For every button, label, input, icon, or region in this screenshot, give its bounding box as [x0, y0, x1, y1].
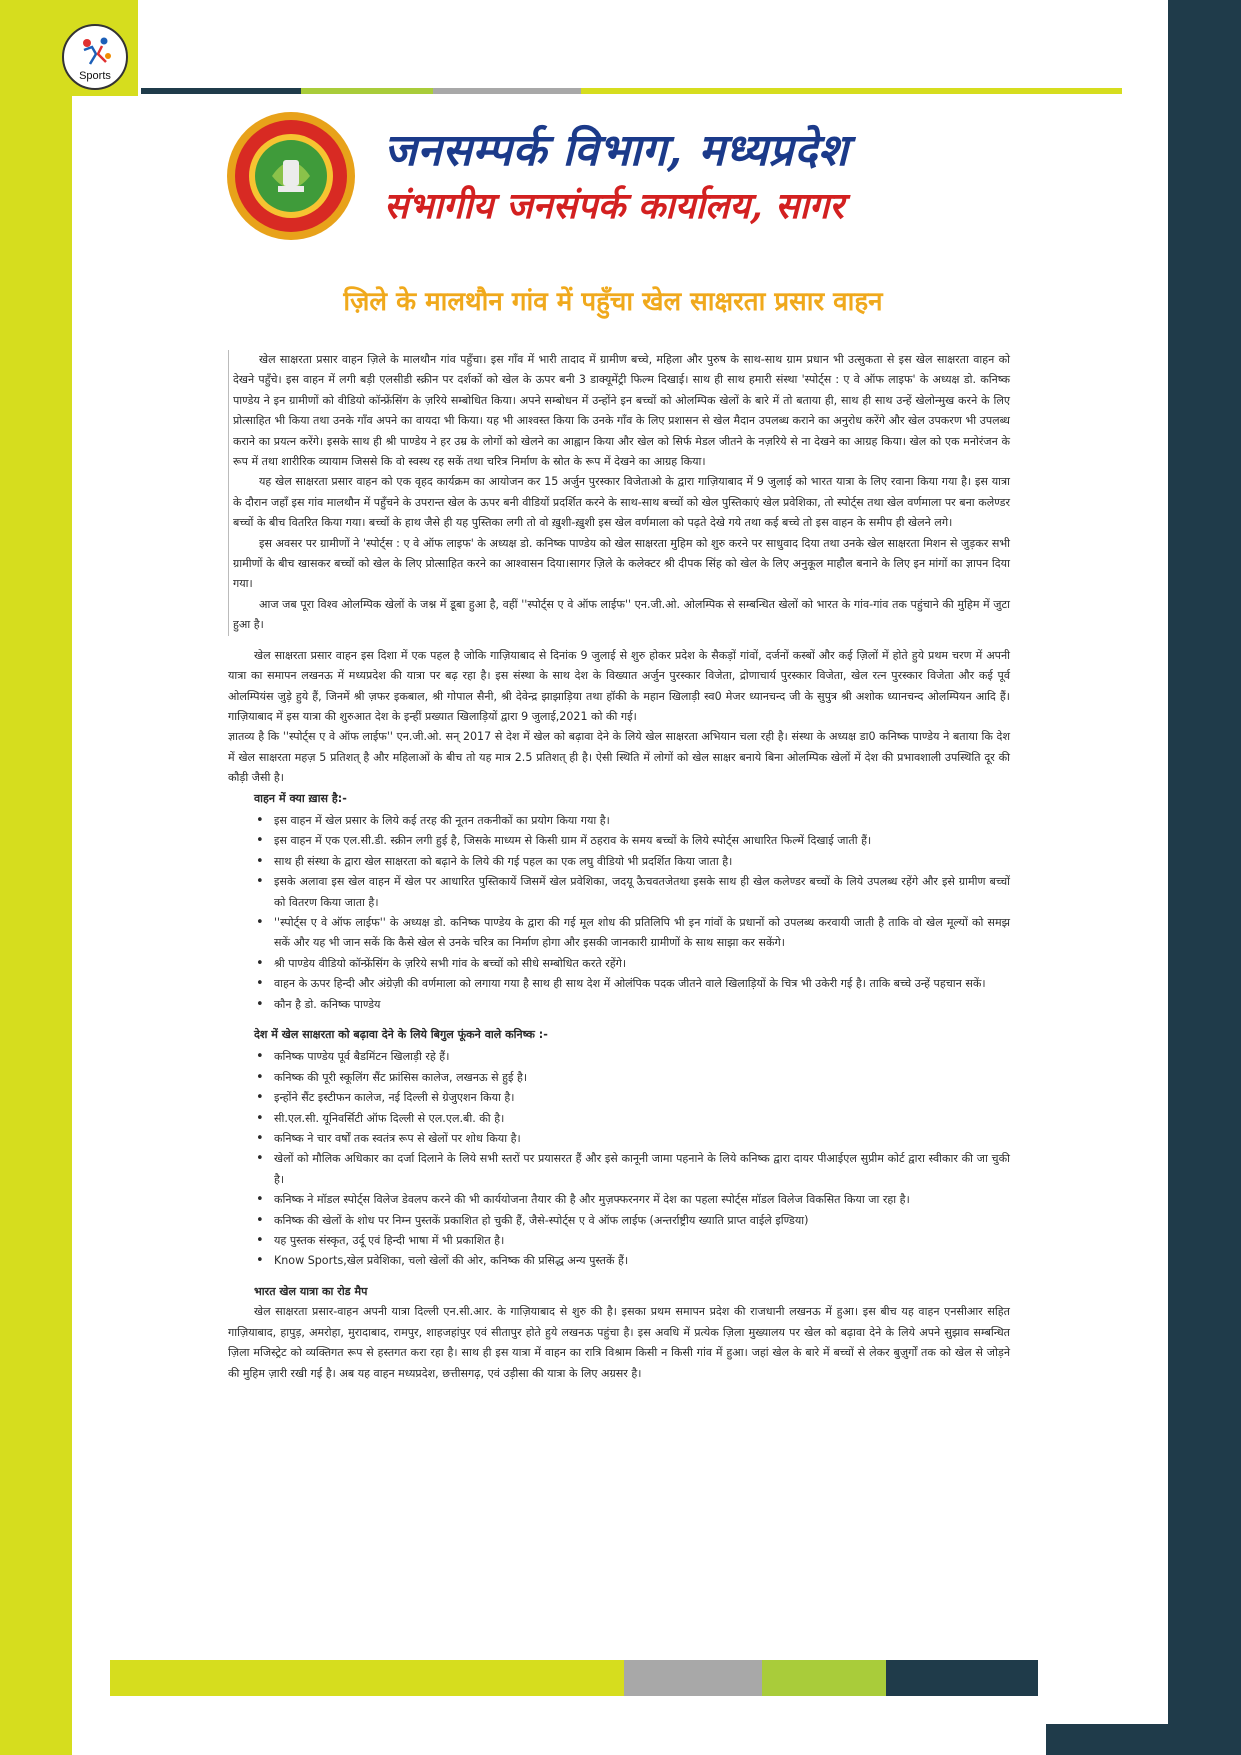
office-title: संभागीय जनसंपर्क कार्यालय, सागर	[384, 185, 844, 227]
intro-block	[228, 350, 1010, 636]
mp-government-seal	[218, 110, 364, 242]
footer-strip-green	[762, 1660, 886, 1696]
sports-logo-icon	[78, 34, 114, 68]
list-item: • कनिष्क ने चार वर्षों तक स्वतंत्र रूप से खेलों पर शोध किया है।	[256, 1129, 1010, 1149]
sports-logo	[62, 24, 128, 90]
left-color-band	[0, 0, 72, 1755]
list-item: • इन्होंने सैंट इस्टीफन कालेज, नई दिल्ली से ग्रेजुएशन किया है।	[256, 1088, 1010, 1108]
top-strip-navy	[141, 88, 301, 94]
list-item: • कनिष्क की पूरी स्कूलिंग सैंट फ्रांसिस कालेज, लखनऊ से हुई है।	[256, 1068, 1010, 1088]
list-item: • कनिष्क की खेलों के शोध पर निम्न पुस्तकें प्रकाशित हो चुकी हैं, जैसे-स्पोर्ट्स ए वे ऑफ लाईफ (अन्तर्राष्ट्रीय ख्याति प्राप्त वाईले इण्डिया)	[256, 1211, 1010, 1231]
kanishk-facts-list	[228, 1047, 1010, 1271]
intro-paragraph: आज जब पूरा विश्व ओलम्पिक खेलों के जश्न में डूबा हुआ है, वहीं ''स्पोर्ट्स ए वे ऑफ लाईफ'' एन.जी.ओ. ओलम्पिक से सम्बन्धित खेलों को भारत के गांव-गांव तक पहुंचाने की मुहिम में जुटा हुआ है।	[233, 597, 1010, 632]
article-headline: ज़िले के मालथौन गांव में पहुँचा खेल साक्षरता प्रसार वाहन	[343, 287, 883, 317]
list-item: • खेलों को मौलिक अधिकार का दर्जा दिलाने के लिये सभी स्तरों पर प्रयासरत हैं और इसे कानूनी जामा पहनाने के लिये कनिष्क द्वारा दायर पीआईएल सुप्रीम कोर्ट द्वारा स्वीकार की जा चुकी है।	[256, 1149, 1010, 1190]
article-body	[228, 350, 1010, 1384]
roadmap-paragraph: खेल साक्षरता प्रसार-वाहन अपनी यात्रा दिल्ली एन.सी.आर. के गाज़ियाबाद से शुरु की है। इसका प्रथम समापन प्रदेश की राजधानी लखनऊ में हुआ। इस बीच यह वाहन एनसीआर सहित गाज़ियाबाद, हापुड़, अमरोहा, मुरादाबाद, रामपुर, शाहजहांपुर एवं सीतापुर होते हुये लखनऊ पहुंचा है। इस अवधि में प्रत्येक ज़िला मुख्यालय पर खेल को बढ़ावा देने के लिये अपने सुझाव सम्बन्धित ज़िला मजिस्ट्रेट को व्यक्तिगत रूप से हस्तगत करा रहा है। साथ ही इस यात्रा में वाहन का रात्रि विश्राम किसी न किसी गांव में हुआ। जहां खेल के बारे में बच्चों से लेकर बुज़ुर्गों तक को खेल से जोड़ने की मुहिम ज़ारी रखी गई है। अब यह वाहन मध्यप्रदेश, छत्तीसगढ़, एवं उड़ीसा की यात्रा के लिए अग्रसर है।	[228, 1305, 1010, 1380]
kanishk-section-heading: देश में खेल साक्षरता को बढ़ावा देने के लिये बिगुल फूंकने वाले कनिष्क :-	[254, 1028, 548, 1041]
intro-paragraph: इस अवसर पर ग्रामीणों ने 'स्पोर्ट्स : ए वे ऑफ लाइफ' के अध्यक्ष डो. कनिष्क पाण्डेय को खेल साक्षरता मुहिम को शुरु करने पर साधुवाद दिया तथा उनके खेल साक्षरता मिशन से जुड़कर सभी ग्रामीणों के बीच खासकर बच्चों को खेल के लिए प्रोत्साहित करने का आश्वासन दिया।सागर ज़िले के कलेक्टर श्री दीपक सिंह को खेल के लिए अनुकूल माहौल बनाने के लिए इन मांगों का ज्ञापन दिया गया।	[233, 536, 1010, 591]
list-item: • कनिष्क पाण्डेय पूर्व बैडमिंटन खिलाड़ी रहे हैं।	[256, 1047, 1010, 1067]
top-strip-green	[301, 88, 433, 94]
list-item: • कनिष्क ने मॉडल स्पोर्ट्स विलेज डेवलप करने की भी कार्ययोजना तैयार की है और मुज़फ्फरनगर में देश का पहला स्पोर्ट्स मॉडल विलेज विकसित किया जा रहा है।	[256, 1190, 1010, 1210]
intro-paragraph: खेल साक्षरता प्रसार वाहन ज़िले के मालथौन गांव पहुँचा। इस गाँव में भारी तादाद में ग्रामीण बच्चे, महिला और पुरुष के साथ-साथ ग्राम प्रधान भी उत्सुकता से इस खेल साक्षरता वाहन को देखने पहुँचे। इस वाहन में लगी बड़ी एलसीडी स्क्रीन पर दर्शकों को खेल के ऊपर बनी 3 डाक्यूमेंट्री फिल्म दिखाई। साथ ही साथ हमारी संस्था 'स्पोर्ट्स : ए वे ऑफ लाइफ' के अध्यक्ष डो. कनिष्क पाण्डेय ने इन ग्रामीणों को वीडियो कॉन्फ्रेंसिंग के ज़रिये सम्बोधित किया। अपने सम्बोधन में उन्होंने इन बच्चों को ओलम्पिक खेलों के बारे में तो बताया ही, साथ ही साथ उन्हें खेलोन्मुख करने के लिए प्रोत्साहित भी किया तथा उनके गाँव अपने का वायदा भी किया। यह भी आश्वस्त किया कि उनके गाँव के लिए प्रशासन से खेल मैदान उपलब्ध कराने का अनुरोध करेंगे और खेल उपकरण भी उपलब्ध कराने का प्रयत्न करेंगे। इसके साथ ही श्री पाण्डेय ने हर उम्र के लोगों को खेलने का आह्वान किया और खेल को सिर्फ मेडल जीतने के नज़रिये से ना देखने का आग्रह किया। खेल को एक मनोरंजन के रूप में तथा शारीरिक व्यायाम जिससे कि वो स्वस्थ रह सकें तथा चरित्र निर्माण के स्रोत के रूप में देखने का आग्रह किया।	[233, 353, 1010, 469]
list-item: • Know Sports,खेल प्रवेशिका, चलो खेलों की ओर, कनिष्क की प्रसिद्ध अन्य पुस्तकें हैं।	[256, 1251, 1010, 1271]
footer-strip-grey	[624, 1660, 762, 1696]
footer-strip-lime	[110, 1660, 624, 1696]
list-item: • साथ ही संस्था के द्वारा खेल साक्षरता को बढ़ाने के लिये की गई पहल का एक लघु वीडियो भी प्रदर्शित किया जाता है।	[256, 852, 1010, 872]
body-paragraph: खेल साक्षरता प्रसार वाहन इस दिशा में एक पहल है जोकि गाज़ियाबाद से दिनांक 9 जुलाई से शुरु होकर प्रदेश के सैकड़ों गांवों, दर्जनों कस्बों और कई ज़िलों में होते हुये प्रथम चरण में अपनी यात्रा का समापन लखनऊ में मध्यप्रदेश की यात्रा पर बढ़ रहा है। इस संस्था के साथ देश के विख्यात अर्जुन पुरस्कार विजेता, द्रोणाचार्य पुरस्कार विजेता, खेल रत्न पुरस्कार विजेता और कई पूर्व ओलम्पियंस जुड़े हुये हैं, जिनमें श्री ज़फर इकबाल, श्री गोपाल सैनी, श्री देवेन्द्र झाझाड़िया तथा हॉकी के महान खिलाड़ी स्व0 मेजर ध्यानचन्द जी के सुपुत्र श्री अशोक ध्यानचन्द ओलम्पियन आदि हैं। गाज़ियाबाद में इस यात्रा की शुरुआत देश के इन्हीं प्रख्यात खिलाड़ियों द्वारा 9 जुलाई,2021 को की गई।	[228, 648, 1010, 723]
right-color-band	[1168, 0, 1241, 1755]
list-item: • इस वाहन में खेल प्रसार के लिये कई तरह की नूतन तकनीकों का प्रयोग किया गया है।	[256, 811, 1010, 831]
vehicle-section-heading: वाहन में क्या ख़ास है:-	[254, 791, 347, 805]
list-item: • यह पुस्तक संस्कृत, उर्दू एवं हिन्दी भाषा में भी प्रकाशित है।	[256, 1231, 1010, 1251]
top-strip-lime	[581, 88, 1122, 94]
list-item: • सी.एल.सी. यूनिवर्सिटी ऑफ दिल्ली से एल.एल.बी. की है।	[256, 1109, 1010, 1129]
list-item: • इसके अलावा इस खेल वाहन में खेल पर आधारित पुस्तिकायें जिसमें खेल प्रवेशिका, जदयू ऊैचवतजेतथा इसके साथ ही खेल कलेण्डर बच्चों के लिये उपलब्ध रहेंगे और इसे ग्रामीण बच्चों को वितरण किया जाता है।	[256, 872, 1010, 913]
body-paragraph: ज्ञातव्य है कि ''स्पोर्ट्स ए वे ऑफ लाईफ'' एन.जी.ओ. सन् 2017 से देश में खेल को बढ़ावा देने के लिये खेल साक्षरता अभियान चला रही है। संस्था के अध्यक्ष डा0 कनिष्क पाण्डेय ने बताया कि देश में खेल साक्षरता महज़ 5 प्रतिशत् है और महिलाओं के बीच तो यह मात्र 2.5 प्रतिशत् ही है। ऐसी स्थिति में लोगों को खेल साक्षर बनाये बिना ओलम्पिक खेलों में देश की प्रभावशाली उपस्थिति दूर की कौड़ी जैसी है।	[228, 730, 1010, 785]
vehicle-features-list	[228, 811, 1010, 1015]
list-item: • वाहन के ऊपर हिन्दी और अंग्रेज़ी की वर्णमाला को लगाया गया है साथ ही साथ देश में ओलंपिक पदक जीतने वाले खिलाड़ियों के चित्र भी उकेरी गई है। ताकि बच्चे उन्हें पहचान सकें।	[256, 974, 1010, 994]
list-item: • कौन है डो. कनिष्क पाण्डेय	[256, 995, 1010, 1015]
list-item: • ''स्पोर्ट्स ए वे ऑफ लाईफ'' के अध्यक्ष डो. कनिष्क पाण्डेय के द्वारा की गई मूल शोध की प्रतिलिपि भी इन गांवों के प्रधानों को उपलब्ध करवायी जाती है ताकि वो खेल मूल्यों को समझ सकें और यह भी जान सकें कि कैसे खेल से उनके चरित्र का निर्माण होगा और इसकी जानकारी ग्रामीणों के साथ साझा कर सकेंगे।	[256, 913, 1010, 954]
sports-logo-text: Sports	[79, 70, 111, 82]
top-strip-grey	[433, 88, 581, 94]
list-item: • इस वाहन में एक एल.सी.डी. स्क्रीन लगी हुई है, जिसके माध्यम से किसी ग्राम में ठहराव के समय बच्चों के लिये स्पोर्ट्स आधारित फिल्में दिखाई जाती हैं।	[256, 831, 1010, 851]
department-title: जनसम्पर्क विभाग, मध्यप्रदेश	[384, 125, 849, 176]
footer-strip-navy	[886, 1660, 1038, 1696]
roadmap-heading: भारत खेल यात्रा का रोड मैप	[254, 1284, 368, 1298]
list-item: • श्री पाण्डेय वीडियो कॉन्फ्रेंसिंग के ज़रिये सभी गांव के बच्चों को सीधे सम्बोधित करते रहेंगे।	[256, 954, 1010, 974]
bottom-right-color-block	[1046, 1724, 1241, 1755]
intro-paragraph: यह खेल साक्षरता प्रसार वाहन को एक वृहद कार्यक्रम का आयोजन कर 15 अर्जुन पुरस्कार विजेताओ के द्वारा गाज़ियाबाद में 9 जुलाई को भारत यात्रा के लिए रवाना किया गया है। इस यात्रा के दौरान जहाँ इस गांव मालथौन में पहुँचने के उपरान्त खेल के ऊपर बनी वीडियों प्रदर्शित करने के साथ-साथ बच्चों को खेल पुस्तिकाएं खेल प्रवेशिका, तो स्पोर्ट्स तथा खेल वर्णमाला पर बना कलेण्डर बच्चों के बीच वितरित किया गया। बच्चों के हाथ जैसे ही यह पुस्तिका लगी तो वो ख़ुशी-ख़ुशी इस खेल वर्णमाला को पढ़ते देखे गये तथा कई बच्चे तो इस वाहन के समीप ही खेलने लगे।	[233, 475, 1010, 530]
